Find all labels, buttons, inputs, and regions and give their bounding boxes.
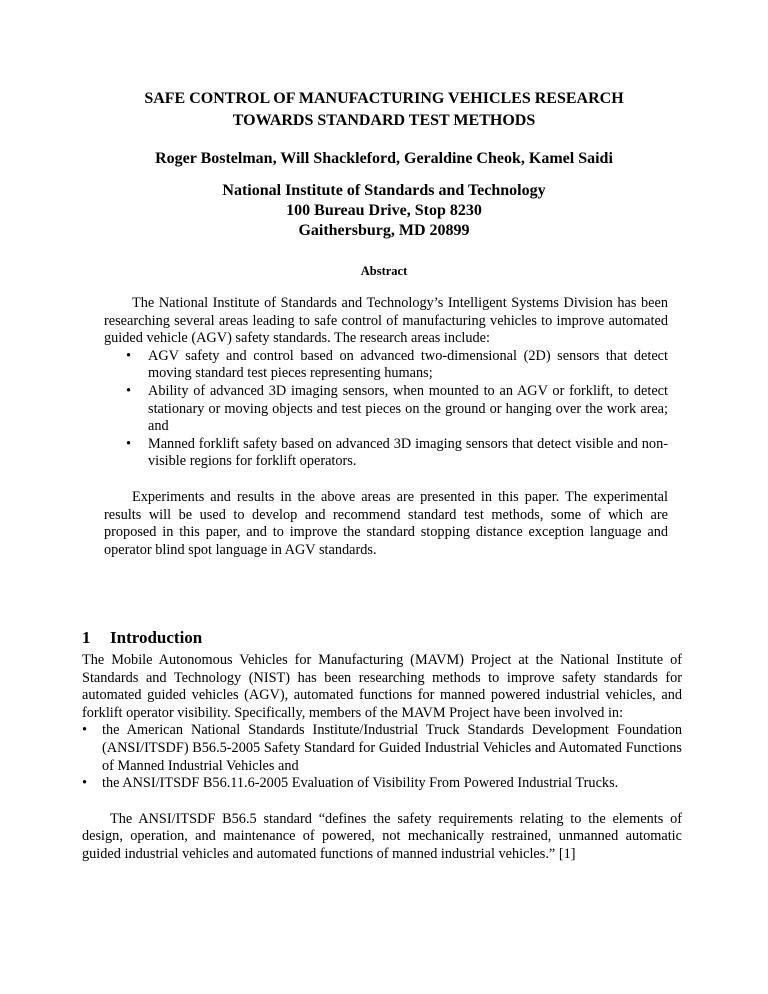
title-line-2: TOWARDS STANDARD TEST METHODS [232, 112, 536, 129]
intro-bullet-text: the ANSI/ITSDF B56.11.6-2005 Evaluation of Visibility From Powered Industrial Trucks. [102, 775, 619, 792]
intro-bullet-list [82, 722, 682, 792]
affiliation-line-3: Gaithersburg, MD 20899 [298, 222, 470, 239]
intro-bullet-text: the American National Standards Institute/Industrial Truck Standards Development Foundation (ANSI/ITSDF) B56.5-2005 Safety Standard for Guided Industrial Vehicles and Automated Functions of Manned Industrial Vehicles and [102, 722, 682, 774]
abstract-bullet-text: Ability of advanced 3D imaging sensors, when mounted to an AGV or forklift, to detect stationary or moving objects and test pieces on the ground or hanging over the work area; and [148, 382, 668, 435]
abstract-paragraph-1: The National Institute of Standards and Technology’s Intelligent Systems Division has been researching several areas leading to safe control of manufacturing vehicles to improve automated guided vehicle (AGV) safety standards. The research areas include: [104, 295, 668, 347]
abstract-paragraph-2: Experiments and results in the above areas are presented in this paper. The experimental results will be used to develop and recommend standard test methods, some of which are proposed in this paper, and to improve the standard stopping distance exception language and operator blind spot language in AGV standards. [104, 488, 668, 558]
abstract-body [104, 295, 668, 559]
intro-bullet-item [82, 722, 682, 775]
affiliation-line-2: 100 Bureau Drive, Stop 8230 [286, 202, 482, 219]
intro-bullet-item [82, 775, 682, 793]
abstract-heading: Abstract [360, 264, 408, 278]
bullet-icon: • [126, 382, 132, 399]
affiliation [90, 181, 678, 241]
abstract-bullet-text: Manned forklift safety based on advanced 3D imaging sensors that detect visible and non-visible regions for forklift operators. [148, 435, 668, 470]
author-list: Roger Bostelman, Will Shackleford, Geraldine Cheok, Kamel Saidi [155, 150, 613, 167]
section-number: 1 [82, 628, 91, 647]
title-line-1: SAFE CONTROL OF MANUFACTURING VEHICLES RESEARCH [144, 90, 624, 107]
section-heading-introduction [82, 628, 202, 648]
paper-title [90, 88, 678, 132]
abstract-bullet-item [126, 435, 668, 471]
abstract-bullet-item [126, 382, 668, 436]
bullet-icon: • [82, 722, 88, 739]
intro-paragraph-1: The Mobile Autonomous Vehicles for Manufacturing (MAVM) Project at the National Institute of Standards and Technology (NIST) has been researching methods to improve safety standards for automated guided vehicles (AGV), automated functions for manned powered industrial vehicles, and forklift operator visibility. Specifically, members of the MAVM Project have been involved in: [82, 652, 682, 721]
affiliation-line-1: National Institute of Standards and Technology [222, 182, 546, 199]
bullet-icon: • [126, 347, 132, 364]
intro-paragraph-2: The ANSI/ITSDF B56.5 standard “defines the safety requirements relating to the elements of design, operation, and maintenance of powered, not mechanically restrained, unmanned automatic guided industrial vehicles and automated functions of manned industrial vehicles.” [1] [82, 810, 682, 862]
bullet-icon: • [126, 435, 132, 452]
introduction-body [82, 652, 682, 864]
abstract-bullet-text: AGV safety and control based on advanced two-dimensional (2D) sensors that detect moving standard test pieces representing humans; [148, 347, 668, 382]
bullet-icon: • [82, 775, 88, 792]
abstract-bullet-list [104, 348, 668, 471]
section-title: Introduction [110, 628, 203, 647]
abstract-bullet-item [126, 347, 668, 383]
